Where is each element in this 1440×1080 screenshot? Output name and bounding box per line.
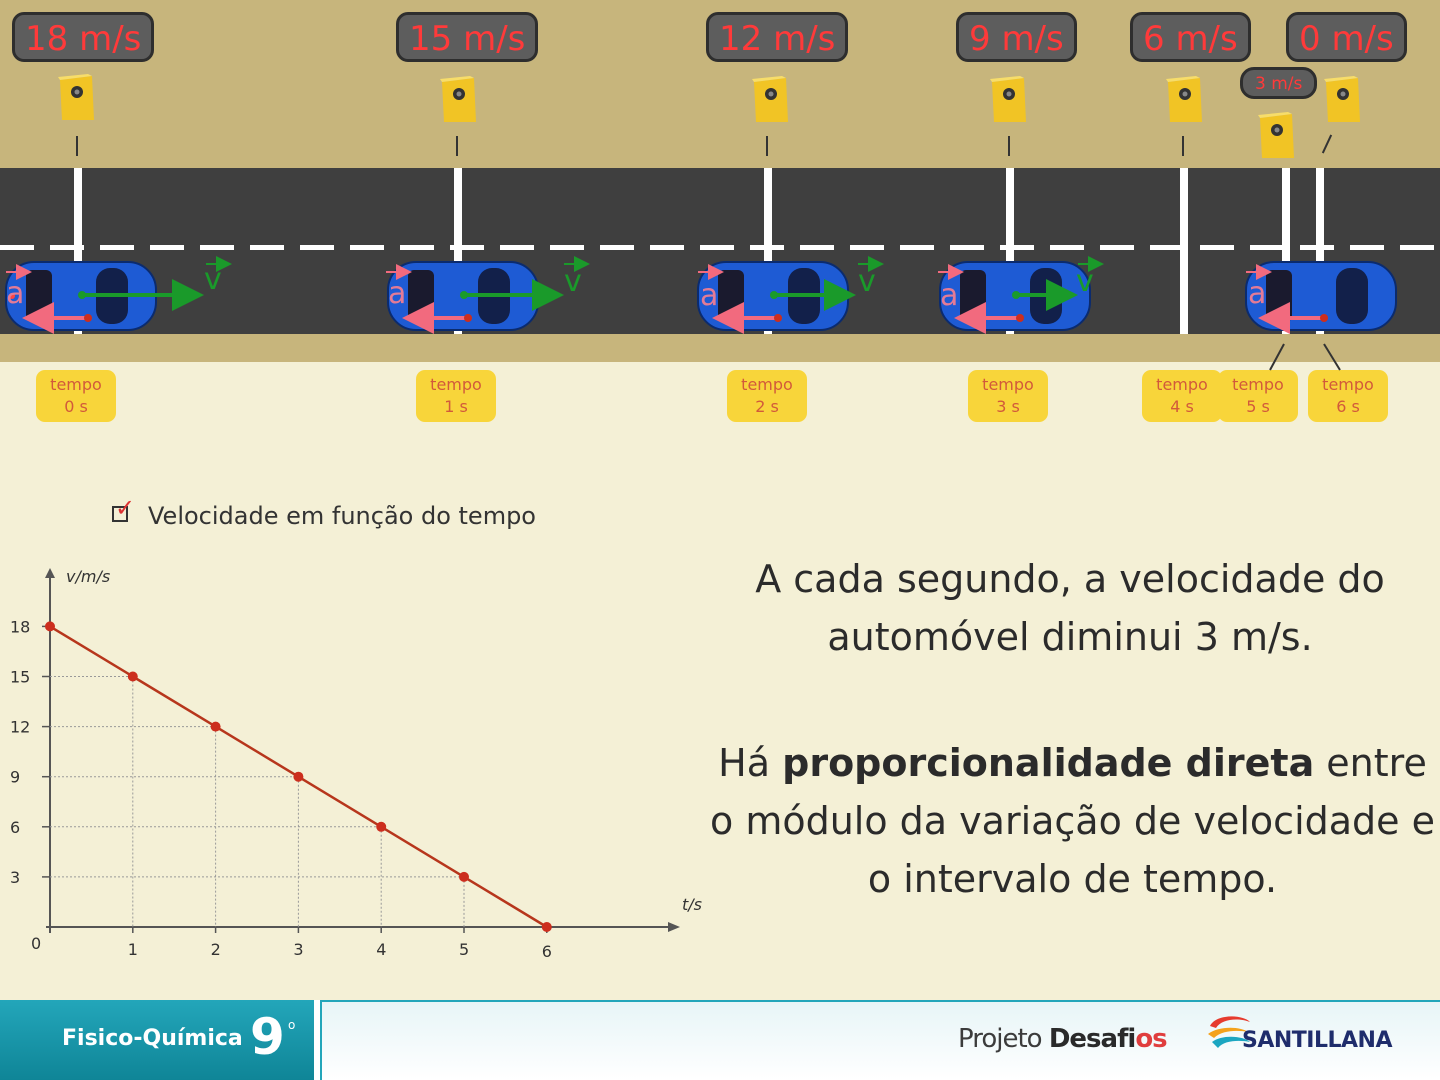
x-axis-label: t/s [682,895,702,914]
time-label: tempo [982,375,1034,394]
time-box-0 [36,370,116,422]
grade-ordinal: o [288,1018,296,1032]
data-point [376,822,386,832]
speed-badge-3s: 9 m/s [956,12,1077,62]
speed-camera-icon [990,76,1028,124]
footer-subject-panel [0,1000,314,1080]
data-point [459,872,469,882]
time-box-3 [968,370,1048,422]
time-label: tempo [1322,375,1374,394]
x-tick-label: 0 [31,934,42,953]
time-box-2 [727,370,807,422]
speed-badge-1s: 15 m/s [396,12,538,62]
speed-camera-icon [1324,76,1362,124]
statement-text: entre o módulo da variação de velocidade e o intervalo de tempo. [710,741,1435,901]
y-tick-label: 3 [10,867,21,887]
acceleration-label: a [940,278,959,313]
speed-badge-0s: 18 m/s [12,12,154,62]
project-brand: Desafi [1048,1024,1136,1054]
statement-proportionality [705,734,1440,908]
x-tick-label: 5 [459,940,470,959]
velocity-time-chart [0,550,720,980]
checkmark-icon: ✓ [115,494,136,522]
speed-camera-icon [1166,76,1204,124]
x-tick-label: 1 [127,940,138,959]
y-tick-label: 15 [10,667,31,687]
camera-pole [456,136,458,156]
time-label: tempo [430,375,482,394]
x-tick-label: 2 [210,940,221,959]
velocity-label: v [858,264,876,299]
time-label: tempo [1232,375,1284,394]
speed-badge-4s: 6 m/s [1130,12,1251,62]
graph-toggle-label[interactable]: Velocidade em função do tempo [148,502,536,530]
time-label: tempo [50,375,102,394]
subject-name: Fisico-Química [62,1026,243,1051]
statement-rate: A cada segundo, a velocidade do automóvel diminui 3 m/s. [755,557,1385,659]
speed-badge-2s: 12 m/s [706,12,848,62]
camera-pole [76,136,78,156]
time-box-5 [1218,370,1298,422]
project-brand-end: os [1135,1024,1167,1054]
time-value: 4 s [1170,397,1194,416]
speed-badge-6s: 0 m/s [1286,12,1407,62]
time-value: 2 s [755,397,779,416]
y-tick-label: 6 [10,817,21,837]
acceleration-label: a [388,276,407,311]
data-point [128,672,138,682]
camera-pole [1182,136,1184,156]
data-point [542,922,552,932]
time-label: tempo [1156,375,1208,394]
grade-number: 9 [250,1008,285,1066]
time-box-6 [1308,370,1388,422]
acceleration-label: a [1248,276,1267,311]
time-box-4 [1142,370,1222,422]
publisher-name: SANTILLANA [1242,1028,1392,1053]
y-tick-label: 12 [10,717,31,737]
x-tick-label: 4 [376,940,387,959]
y-axis-label: v/m/s [66,567,111,586]
project-logo [958,1024,1167,1054]
project-word: Projeto [958,1024,1049,1054]
acceleration-label: a [6,276,25,311]
time-value: 1 s [444,397,468,416]
x-tick-label: 6 [541,942,552,961]
time-label: tempo [741,375,793,394]
y-tick-label: 18 [10,617,31,637]
camera-pole [1008,136,1010,156]
time-value: 6 s [1336,397,1360,416]
camera-pole [766,136,768,156]
time-pointer-lines [1260,340,1350,374]
speed-camera-icon [1258,112,1296,160]
data-point [211,722,221,732]
speed-camera-icon [58,74,96,122]
statement-text: Há [718,741,783,785]
time-value: 3 s [996,397,1020,416]
data-point [45,621,55,631]
data-point [293,772,303,782]
statement-emphasis: proporcionalidade direta [782,741,1315,785]
velocity-label: v [564,264,582,299]
speed-badge-5s: 3 m/s [1240,67,1317,99]
velocity-label: v [1076,264,1094,299]
velocity-label: v [204,262,222,297]
time-value: 5 s [1246,397,1270,416]
x-tick-label: 3 [293,940,304,959]
time-box-1 [416,370,496,422]
y-axis-arrow [45,568,55,578]
speed-camera-icon [440,76,478,124]
y-tick-label: 9 [10,767,21,787]
time-value: 0 s [64,397,88,416]
x-axis-arrow [668,922,680,932]
acceleration-label: a [700,278,719,313]
speed-camera-icon [752,76,790,124]
